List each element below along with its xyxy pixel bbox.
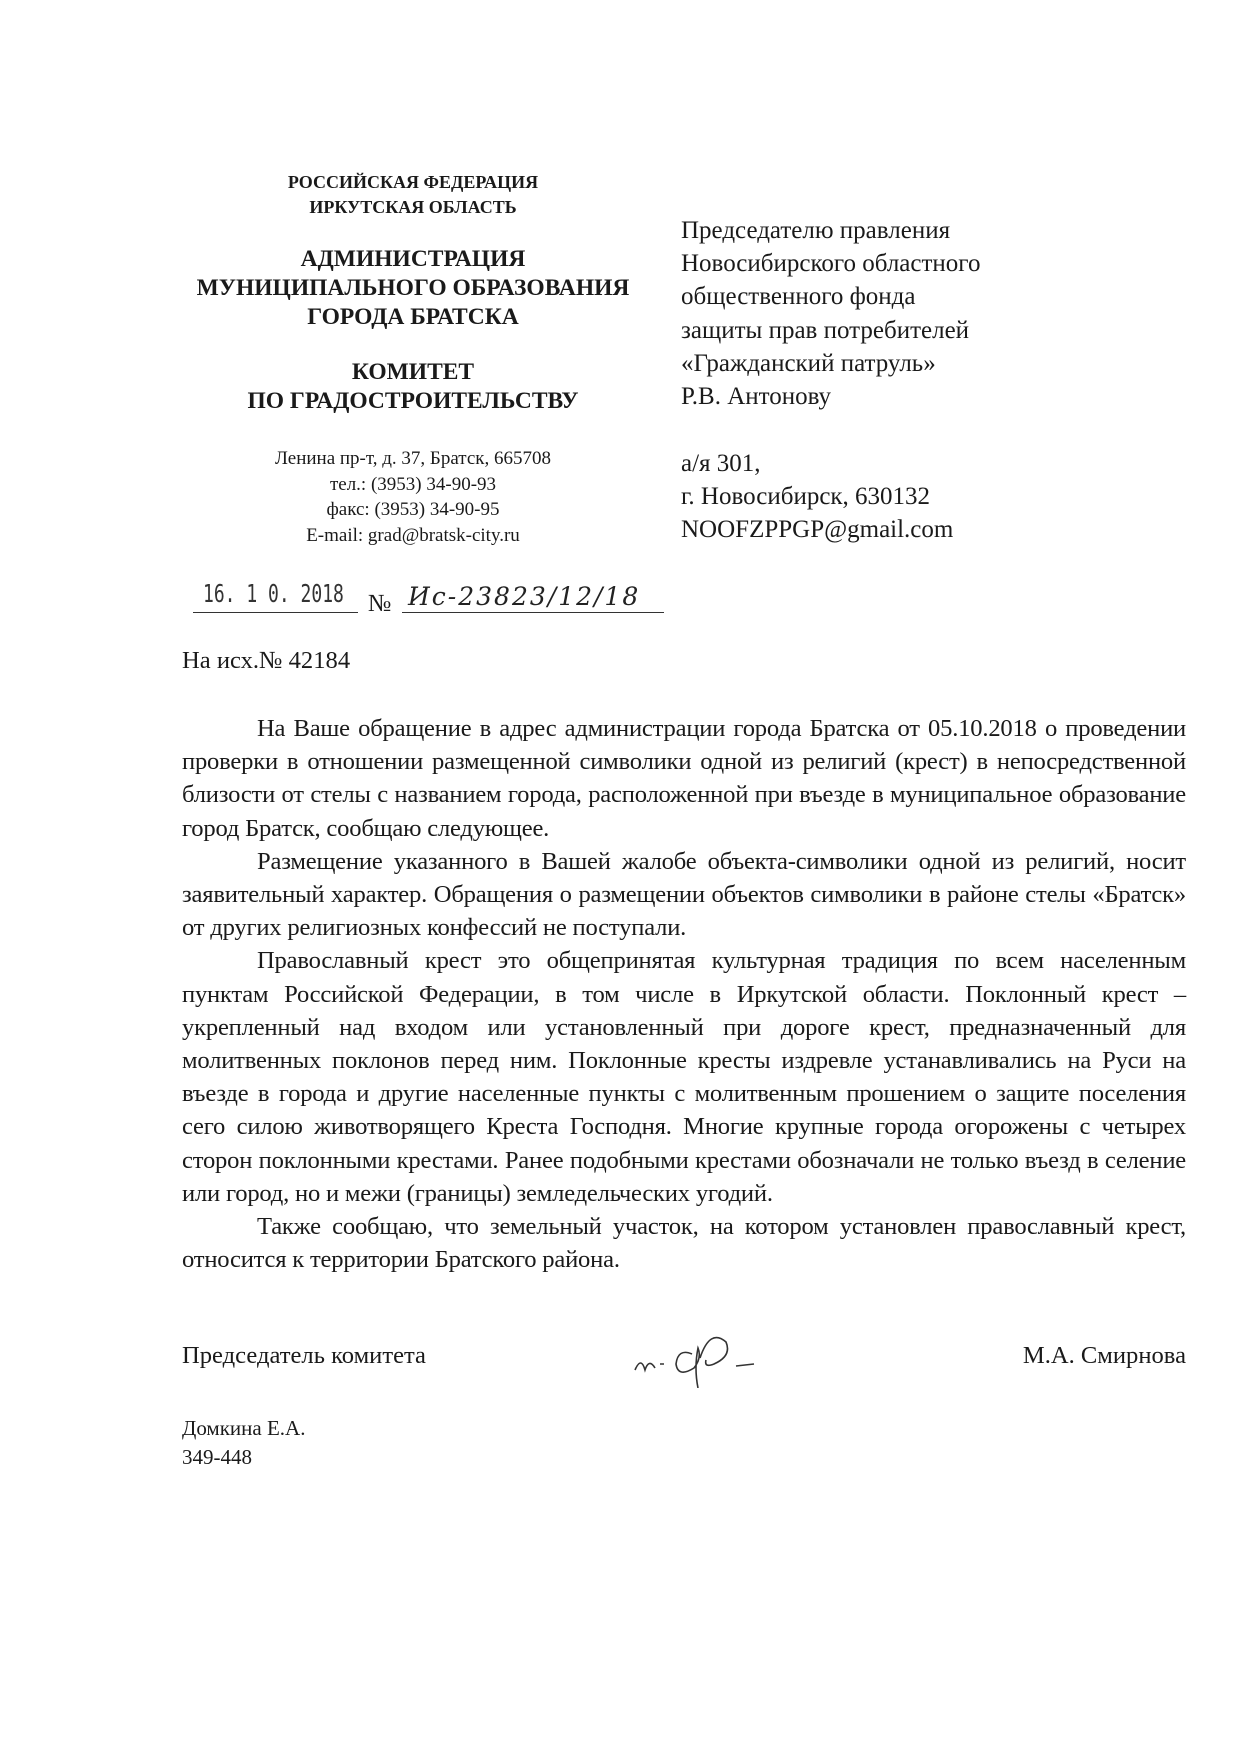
sender-address: Ленина пр-т, д. 37, Братск, 665708 bbox=[275, 448, 551, 469]
org-line: ГОРОДА БРАТСКА bbox=[307, 304, 519, 330]
sender-phone: тел.: (3953) 34-90-93 bbox=[329, 473, 497, 495]
letter-body bbox=[182, 712, 1186, 1276]
committee-line: КОМИТЕТ bbox=[351, 359, 475, 385]
recipient-address-line: г. Новосибирск, 630132 bbox=[681, 483, 931, 511]
date-underline bbox=[193, 612, 358, 613]
executor-name: Домкина Е.А. bbox=[182, 1416, 306, 1441]
body-paragraph: На Ваше обращение в адрес администрации города Братска от 05.10.2018 о проведении проверки в отношении размещенной символики одной из религий (крест) в непосредственной близости от стелы с названием города, расположенной при въезде в муниципальное образование город Братск, сообщаю следующее. bbox=[182, 715, 1186, 842]
committee-line: ПО ГРАДОСТРОИТЕЛЬСТВУ bbox=[247, 388, 579, 414]
number-sign: № bbox=[368, 590, 392, 617]
recipient-line: защиты прав потребителей bbox=[681, 316, 970, 344]
sender-fax: факс: (3953) 34-90-95 bbox=[326, 499, 500, 520]
recipient-address bbox=[681, 447, 953, 547]
body-paragraph: Также сообщаю, что земельный участок, на котором установлен православный крест, относится к территории Братского района. bbox=[182, 1213, 1186, 1274]
number-underline bbox=[402, 612, 664, 613]
recipient-line: Р.В. Антонову bbox=[681, 383, 832, 411]
recipient-address-line: NOOFZPPGP@gmail.com bbox=[681, 516, 954, 544]
body-paragraph: Размещение указанного в Вашей жалобе объекта-символики одной из религий, носит заявительный характер. Обращения о размещении объектов символики в районе стелы «Братск» от других религиозных конфессий не поступали. bbox=[182, 847, 1186, 942]
reference-number: На исх.№ 42184 bbox=[182, 647, 351, 674]
executor bbox=[182, 1414, 1186, 1472]
recipient-line: Председателю правления bbox=[681, 217, 951, 244]
recipient-line: общественного фонда bbox=[681, 283, 916, 311]
sender-region: ИРКУТСКАЯ ОБЛАСТЬ bbox=[309, 197, 517, 217]
recipient-address-line: а/я 301, bbox=[681, 450, 761, 477]
letter-content bbox=[182, 712, 1186, 1472]
signature-block bbox=[182, 1328, 1186, 1388]
sender-organization bbox=[163, 245, 663, 332]
org-line: АДМИНИСТРАЦИЯ bbox=[300, 246, 526, 272]
recipient-line: «Гражданский патруль» bbox=[681, 349, 936, 377]
executor-phone: 349-448 bbox=[182, 1445, 252, 1470]
body-paragraph: Православный крест это общепринятая культурная традиция по всем населенным пунктам Российской Федерации, в том числе в Иркутской области. Поклонный крест – укрепленный над входом или установленный при дороге крест, предназначенный для молитвенных поклонов перед ним. Поклонные кресты издревле устанавливались на Руси на въезде в города и другие населенные пункты с молитвенным прошением о защите поселения сего силою животворящего Креста Господня. Многие крупные города огорожены с четырех сторон поклонными крестами. Ранее подобными крестами обозначали не только въезд в селение или город, но и межи (границы) земледельческих угодий. bbox=[182, 947, 1186, 1207]
sender-country: РОССИЙСКАЯ ФЕДЕРАЦИЯ bbox=[287, 172, 539, 192]
recipient bbox=[681, 214, 980, 413]
registration-date: 16. 1 0. 2018 bbox=[203, 579, 344, 610]
handwritten-signature bbox=[630, 1328, 810, 1388]
signatory-name: М.А. Смирнова bbox=[1022, 1342, 1186, 1370]
registration-number: Ис-23823/12/18 bbox=[408, 582, 641, 611]
sender-email: E-mail: grad@bratsk-city.ru bbox=[306, 524, 520, 546]
sender-contacts bbox=[163, 446, 663, 548]
signatory-position: Председатель комитета bbox=[182, 1342, 426, 1370]
org-line: МУНИЦИПАЛЬНОГО ОБРАЗОВАНИЯ bbox=[196, 275, 630, 301]
recipient-line: Новосибирского областного bbox=[681, 250, 981, 278]
sender-committee bbox=[163, 358, 663, 416]
